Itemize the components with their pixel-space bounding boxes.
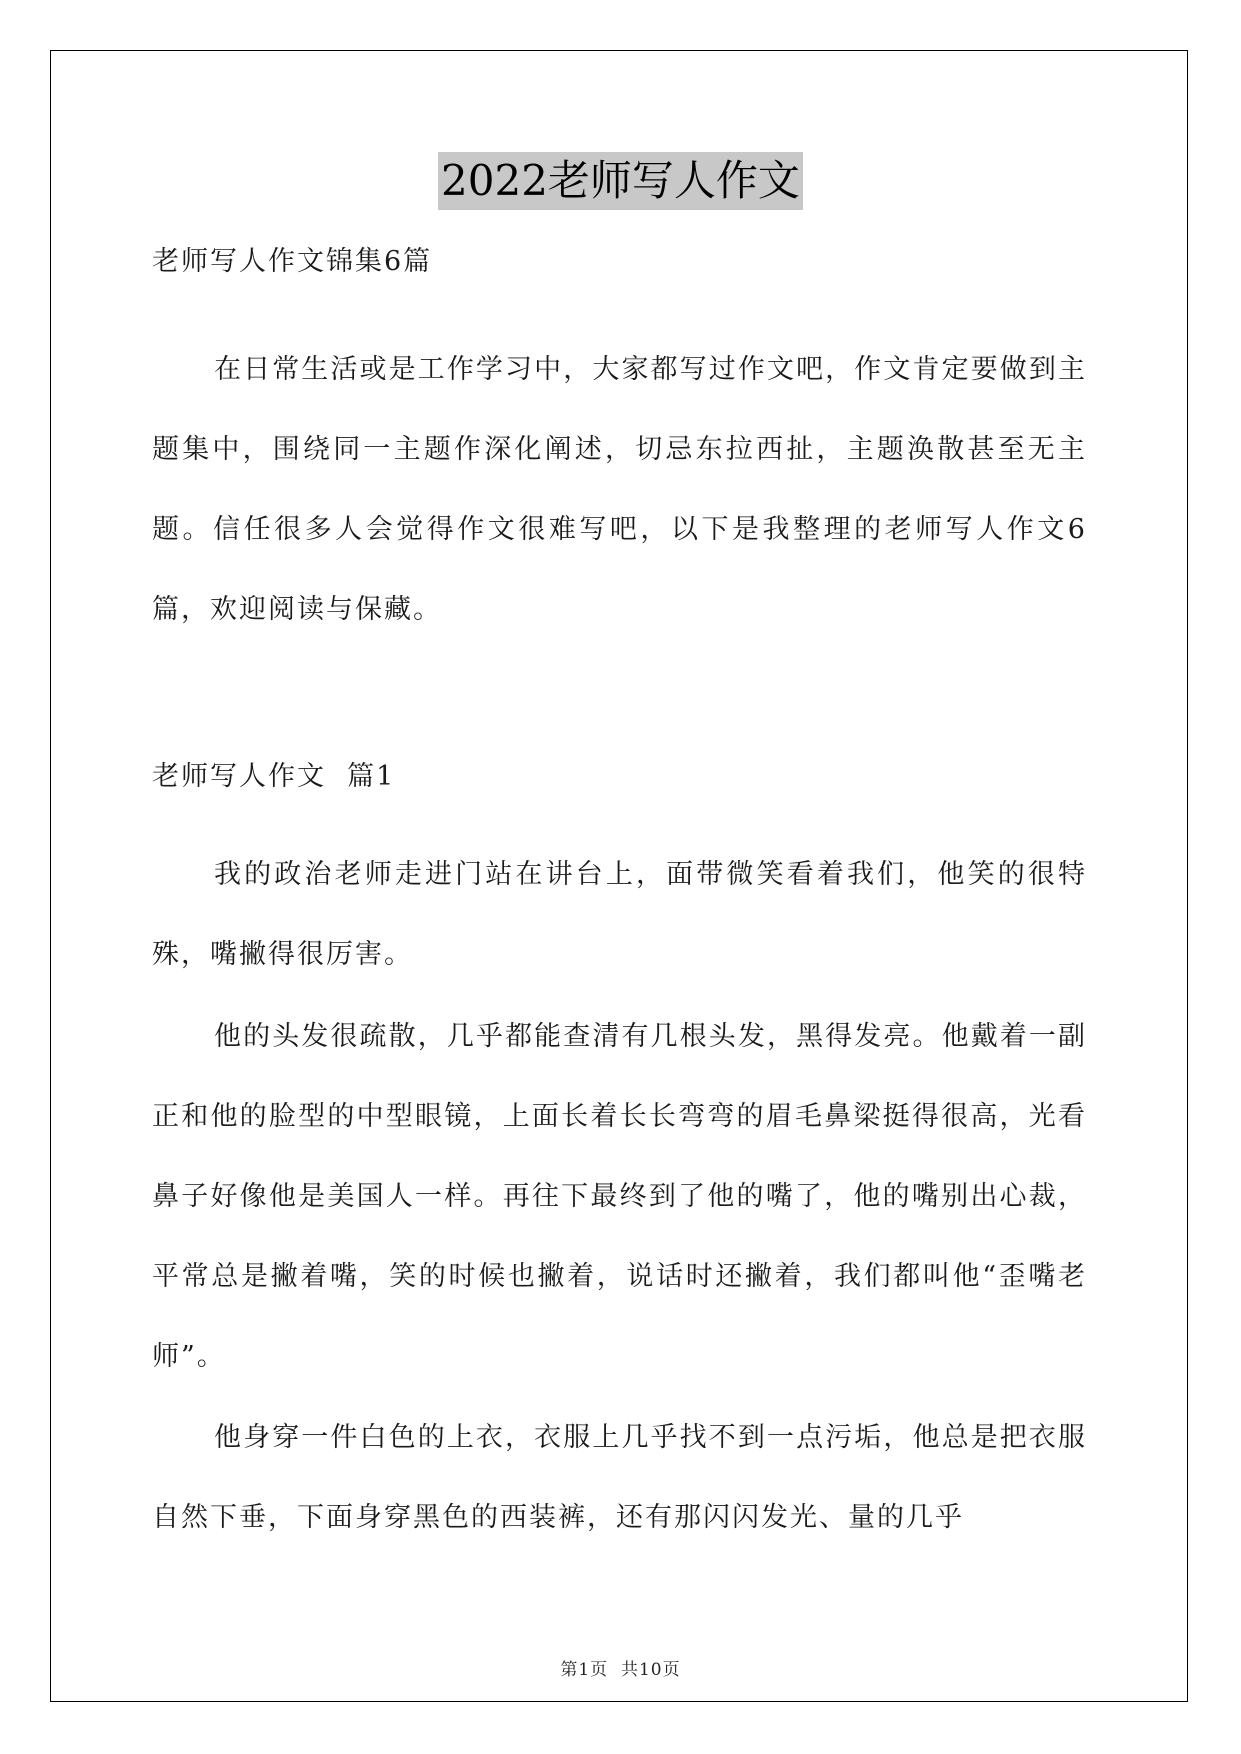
document-title: 2022老师写人作文 xyxy=(438,152,803,210)
intro-paragraph: 在日常生活或是工作学习中，大家都写过作文吧，作文肯定要做到主题集中，围绕同一主题作深化阐述，切忌东拉西扯，主题涣散甚至无主题。信任很多人会觉得作文很难写吧，以下是我整理的老师写人作文6篇，欢迎阅读与保藏。 xyxy=(152,354,1087,625)
section-heading: 老师写人作文 篇1 xyxy=(152,761,396,792)
page-footer: 第1页 共10页 xyxy=(560,1660,681,1680)
document-subtitle: 老师写人作文锦集6篇 xyxy=(152,246,433,277)
body-paragraph: 他身穿一件白色的上衣，衣服上几乎找不到一点污垢，他总是把衣服自然下垂，下面身穿黑色的西装裤，还有那闪闪发光、量的几乎 xyxy=(152,1422,1087,1533)
body-paragraph: 他的头发很疏散，几乎都能查清有几根头发，黑得发亮。他戴着一副正和他的脸型的中型眼镜，上面长着长长弯弯的眉毛鼻梁挺得很高，光看鼻子好像他是美国人一样。再往下最终到了他的嘴了，他的嘴别出心裁，平常总是撇着嘴，笑的时候也撇着，说话时还撇着，我们都叫他“歪嘴老师”。 xyxy=(152,1021,1087,1372)
body-paragraph: 我的政治老师走进门站在讲台上，面带微笑看着我们，他笑的很特殊，嘴撇得很厉害。 xyxy=(152,859,1087,970)
title-container xyxy=(0,152,1241,210)
